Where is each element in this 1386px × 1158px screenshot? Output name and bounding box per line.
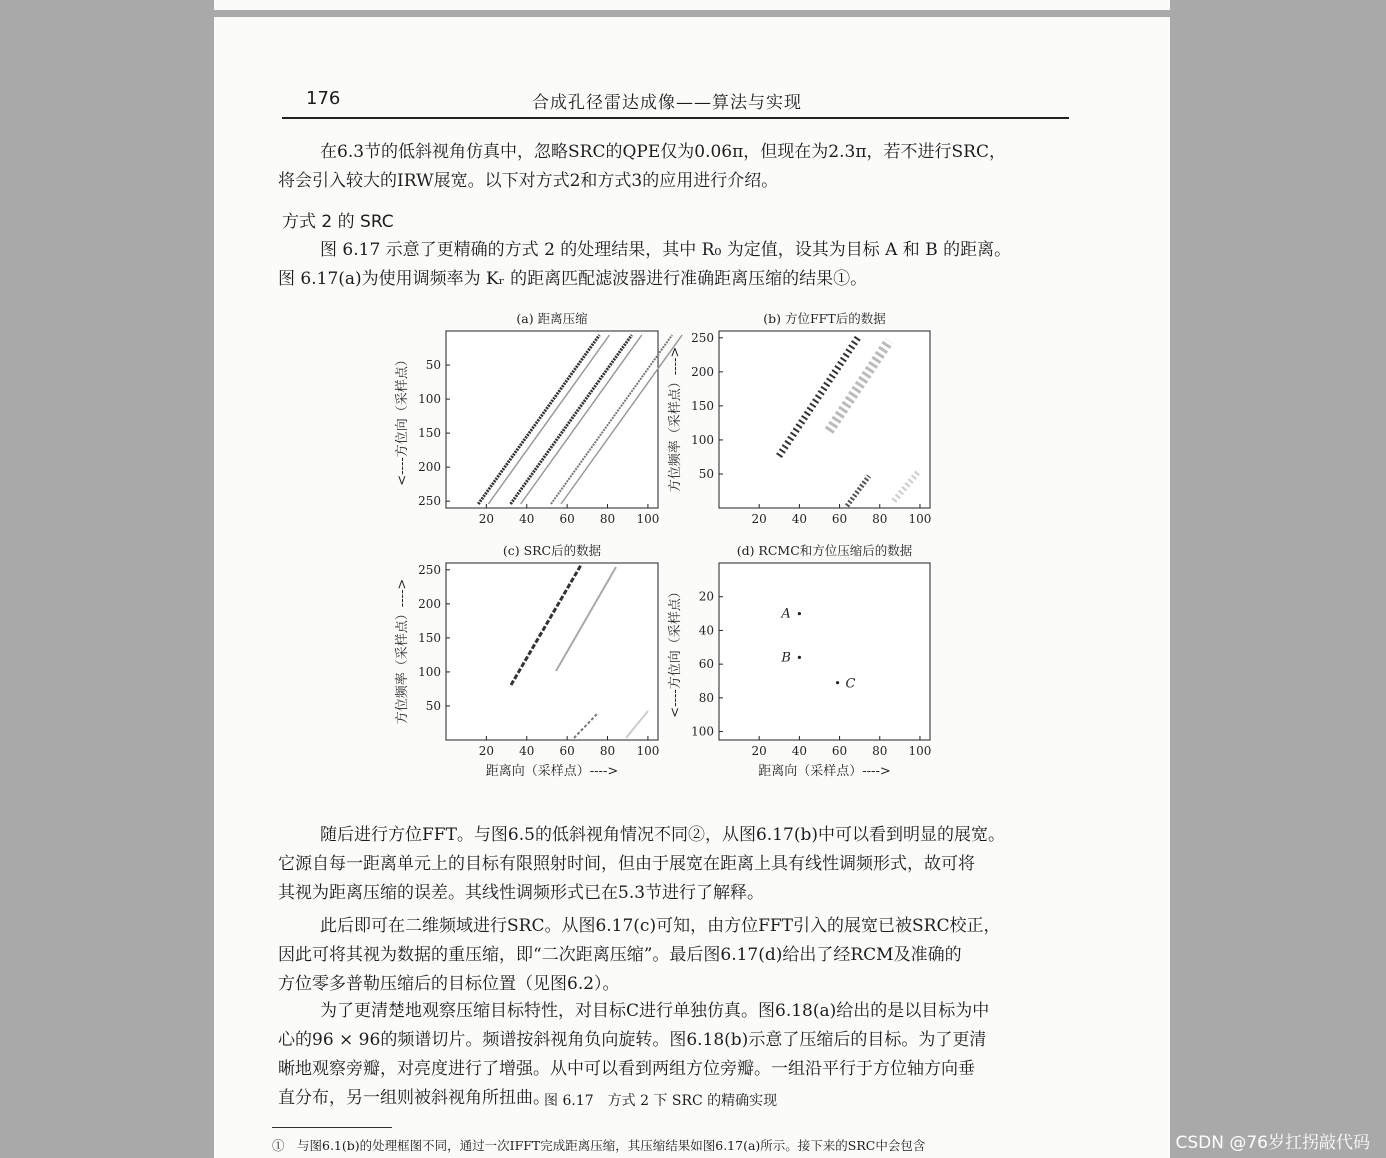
y-tick-label: 200 xyxy=(418,460,441,475)
y-tick-label: 20 xyxy=(698,589,714,604)
para3-line: 随后进行方位FFT。与图6.5的低斜视角情况不同②，从图6.17(b)中可以看到明显的展宽。 xyxy=(320,825,1005,845)
para4-line: 因此可将其视为数据的重压缩，即“二次距离压缩”。最后图6.17(d)给出了经RCM及准确的 xyxy=(278,945,962,965)
x-tick-label: 100 xyxy=(908,512,932,526)
y-tick-label: 200 xyxy=(418,596,441,611)
para3-line: 其视为距离压缩的误差。其线性调频形式已在5.3节进行了解释。 xyxy=(278,883,765,903)
y-tick-label: 100 xyxy=(418,392,441,407)
x-tick-label: 60 xyxy=(559,744,575,758)
y-tick-label: 250 xyxy=(418,562,441,577)
y-tick-label: 250 xyxy=(691,330,714,345)
paragraph-1 xyxy=(278,138,1070,196)
x-tick-label: 80 xyxy=(872,512,888,526)
x-tick-label: 20 xyxy=(751,512,767,526)
x-tick-label: 60 xyxy=(831,512,848,526)
para2-line: 图 6.17(a)为使用调频率为 Kᵣ 的距离匹配滤波器进行准确距离压缩的结果①。 xyxy=(278,269,868,289)
x-tick-label: 80 xyxy=(599,744,616,758)
x-tick-label: 20 xyxy=(751,744,767,758)
para5-line: 心的96 × 96的频谱切片。频谱按斜视角负向旋转。图6.18(b)示意了压缩后的目标。为了更清 xyxy=(278,1030,987,1050)
para1-line: 将会引入较大的IRW展宽。以下对方式2和方式3的应用进行介绍。 xyxy=(278,171,779,191)
para4-line: 此后即可在二维频域进行SRC。从图6.17(c)可知，由方位FFT引入的展宽已被SRC校正， xyxy=(320,916,1001,936)
x-tick-label: 40 xyxy=(519,744,535,758)
x-tick-label: 60 xyxy=(559,512,575,526)
para5-line: 晰地观察旁瓣，对亮度进行了增强。从中可以看到两组方位旁瓣。一组沿平行于方位轴方向垂 xyxy=(278,1059,975,1079)
x-tick-label: 40 xyxy=(519,512,535,526)
y-tick-label: 100 xyxy=(691,432,714,447)
paragraph-3 xyxy=(278,821,1070,908)
y-tick-label: 50 xyxy=(425,358,441,373)
y-tick-label: 150 xyxy=(418,630,441,645)
target-label: C xyxy=(845,676,856,692)
para5-line: 为了更清楚地观察压缩目标特性，对目标C进行单独仿真。图6.18(a)给出的是以目标为中 xyxy=(320,1001,990,1021)
figure-caption: 图 6.17 方式 2 下 SRC 的精确实现 xyxy=(544,1093,778,1109)
document-page xyxy=(214,0,1170,1158)
y-axis-label-d: <----方位向（采样点） xyxy=(668,585,683,718)
para1-line: 在6.3节的低斜视角仿真中，忽略SRC的QPE仅为0.06π，但现在为2.3π，若不进行SRC， xyxy=(320,142,1006,162)
y-tick-label: 50 xyxy=(425,698,441,713)
y-tick-label: 150 xyxy=(691,398,714,413)
top-divider xyxy=(214,10,1170,17)
x-axis-label-c: 距离向（采样点）----> xyxy=(485,764,619,779)
x-tick-label: 80 xyxy=(872,744,888,758)
para4-line: 方位零多普勒压缩后的目标位置（见图6.2）。 xyxy=(278,974,620,994)
y-axis-label-b: 方位频率（采样点）----> xyxy=(668,346,683,493)
page-number: 176 xyxy=(306,88,341,109)
watermark: CSDN @76岁扛拐敲代码 xyxy=(1175,1133,1370,1153)
panel-frame-b xyxy=(719,331,930,508)
x-tick-label: 20 xyxy=(478,744,495,758)
x-tick-label: 40 xyxy=(791,744,808,758)
panel-title-a: (a) 距离压缩 xyxy=(516,311,588,326)
x-tick-label: 80 xyxy=(599,512,616,526)
x-tick-label: 100 xyxy=(636,512,660,526)
y-tick-label: 50 xyxy=(698,466,714,481)
panel-title-c: (c) SRC后的数据 xyxy=(502,543,602,558)
footnote-rule xyxy=(272,1127,392,1128)
footnote: ① 与图6.1(b)的处理框图不同，通过一次IFFT完成距离压缩，其压缩结果如图6.17(a)所示。接下来的SRC中会包含 xyxy=(272,1138,926,1153)
panel-frame-c xyxy=(446,563,658,740)
paragraph-4 xyxy=(278,912,1070,999)
header-rule xyxy=(282,117,1069,119)
x-tick-label: 60 xyxy=(831,744,848,758)
figure-panels xyxy=(214,300,1170,820)
paragraph-2 xyxy=(278,236,1070,294)
panel-title-b: (b) 方位FFT后的数据 xyxy=(763,311,886,326)
x-axis-label-d: 距离向（采样点）----> xyxy=(758,764,891,779)
y-tick-label: 40 xyxy=(698,623,714,638)
x-tick-label: 100 xyxy=(908,744,932,758)
para2-line: 图 6.17 示意了更精确的方式 2 的处理结果，其中 R₀ 为定值，设其为目标 A 和 B 的距离。 xyxy=(320,240,1012,260)
x-tick-label: 100 xyxy=(636,744,660,758)
y-axis-label-c: 方位频率（采样点）----> xyxy=(395,578,410,725)
y-tick-label: 60 xyxy=(698,657,714,672)
y-tick-label: 250 xyxy=(418,494,441,509)
point-target xyxy=(836,681,839,684)
y-tick-label: 80 xyxy=(698,690,714,705)
target-label: B xyxy=(781,650,791,666)
y-tick-label: 100 xyxy=(691,724,714,739)
x-tick-label: 40 xyxy=(791,512,808,526)
panel-frame-d xyxy=(719,563,930,740)
x-tick-label: 20 xyxy=(478,512,495,526)
y-axis-label-a: <----方位向（采样点） xyxy=(395,353,410,486)
point-target xyxy=(798,612,801,615)
running-title: 合成孔径雷达成像——算法与实现 xyxy=(532,93,802,113)
panel-title-d: (d) RCMC和方位压缩后的数据 xyxy=(736,543,913,558)
section-title: 方式 2 的 SRC xyxy=(282,212,394,232)
para5-line: 直分布，另一组则被斜视角所扭曲。 xyxy=(278,1088,550,1108)
para3-line: 它源自每一距离单元上的目标有限照射时间，但由于展宽在距离上具有线性调频形式，故可将 xyxy=(278,854,975,874)
y-tick-label: 200 xyxy=(691,364,714,379)
point-target xyxy=(798,656,801,659)
y-tick-label: 100 xyxy=(418,664,441,679)
target-label: A xyxy=(781,606,791,622)
paragraph-5 xyxy=(278,997,1070,1113)
y-tick-label: 150 xyxy=(418,426,441,441)
